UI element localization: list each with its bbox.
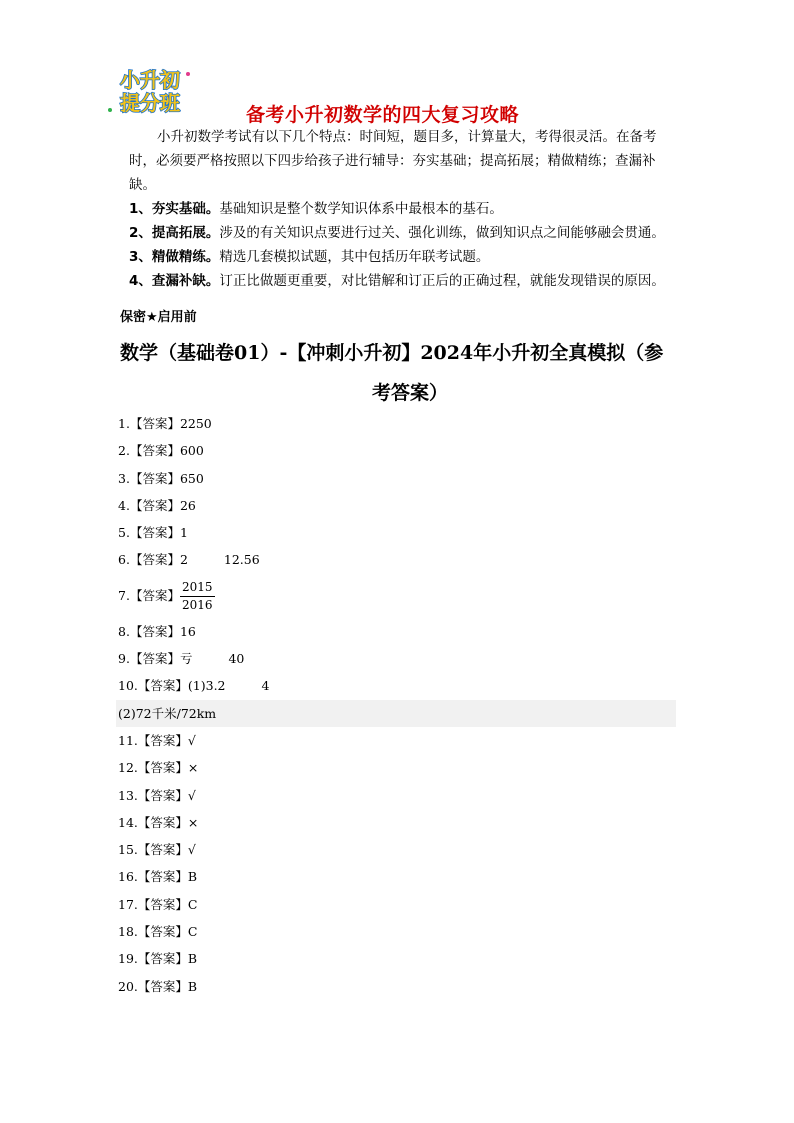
answer-value: 2 xyxy=(179,552,188,568)
answer-value: 16 xyxy=(179,623,196,639)
answer-tag: 【答案】 xyxy=(129,497,180,513)
answer-number: 8. xyxy=(118,623,130,639)
answer-value: B xyxy=(187,978,198,994)
answer-number: 18. xyxy=(118,924,138,940)
answer-number: 6. xyxy=(118,552,130,568)
answer-value: √ xyxy=(187,787,196,803)
answer-tag: 【答案】 xyxy=(137,896,188,912)
tip-1-head: 1、夯实基础。 xyxy=(129,201,220,217)
answer-value: C xyxy=(187,924,198,940)
answer-row xyxy=(118,618,678,645)
document-title xyxy=(120,333,680,413)
answer-value: √ xyxy=(187,842,196,858)
logo-line2: 提分班 xyxy=(120,91,180,115)
answer-value: B xyxy=(187,869,198,885)
fraction-numerator: 2015 xyxy=(180,579,215,597)
answer-row xyxy=(118,574,678,618)
answer-tag: 【答案】 xyxy=(137,760,188,776)
answer-number: 13. xyxy=(118,787,138,803)
answer-row xyxy=(118,918,678,945)
answer-number: 15. xyxy=(118,842,138,858)
answer-number: 1. xyxy=(118,416,130,431)
answer-tag: 【答案】 xyxy=(129,470,180,486)
answer-number: 10. xyxy=(118,678,138,694)
answer-number: 20. xyxy=(118,978,138,994)
tip-4 xyxy=(129,269,677,293)
answer-tag: 【答案】 xyxy=(129,525,180,541)
answer-list xyxy=(118,410,678,1000)
answer-tag: 【答案】 xyxy=(137,924,188,940)
answer-tag: 【答案】 xyxy=(129,416,180,431)
answer-tag: 【答案】 xyxy=(137,732,188,748)
tip-2-body: 涉及的有关知识点要进行过关、强化训练，做到知识点之间能够融会贯通。 xyxy=(219,225,665,241)
secret-label: 保密★启用前 xyxy=(120,310,197,325)
answer-number: 11. xyxy=(118,732,138,748)
answer-value: × xyxy=(187,760,199,776)
answer-tag: 【答案】 xyxy=(137,842,188,858)
tip-3-body: 精选几套模拟试题，其中包括历年联考试题。 xyxy=(219,249,490,265)
answer-value: 650 xyxy=(179,470,204,486)
answer-row xyxy=(118,809,678,836)
answer-number: 9. xyxy=(118,651,130,667)
answer-tag: 【答案】 xyxy=(137,787,188,803)
answer-tag: 【答案】 xyxy=(129,552,180,568)
answer-row xyxy=(118,465,678,492)
answer-row xyxy=(118,645,678,672)
answer-row xyxy=(118,492,678,519)
tip-2 xyxy=(129,221,677,245)
tip-2-head: 2、提高拓展。 xyxy=(129,225,220,241)
document-title-line1: 数学（基础卷01）-【冲刺小升初】2024年小升初全真模拟（参 xyxy=(120,342,664,364)
answer-value: C xyxy=(187,896,198,912)
tip-1 xyxy=(129,197,677,221)
answer-number: 12. xyxy=(118,760,138,776)
answer-value: 26 xyxy=(179,497,196,513)
answer-row xyxy=(118,836,678,863)
fraction-denominator: 2016 xyxy=(181,597,213,612)
tip-1-body: 基础知识是整个数学知识体系中最根本的基石。 xyxy=(219,201,503,217)
answer-value: 亏 xyxy=(179,651,193,667)
answer-row xyxy=(118,863,678,890)
answer-value-2: 12.56 xyxy=(223,552,260,568)
answer-tag: 【答案】 xyxy=(129,443,180,459)
answer-row xyxy=(118,727,678,754)
intro-paragraph: 小升初数学考试有以下几个特点：时间短，题目多，计算量大，考得很灵活。在备考时，必须要严格按照以下四步给孩子进行辅导：夯实基础；提高拓展；精做精练；查漏补缺。 xyxy=(129,129,657,193)
tip-3 xyxy=(129,245,677,269)
answer-extra: (2)72千米/72km xyxy=(118,705,217,721)
answer-row xyxy=(118,410,678,437)
answer-row xyxy=(118,546,678,573)
answer-tag: 【答案】 xyxy=(129,651,180,667)
answer-tag: 【答案】 xyxy=(137,869,188,885)
answer-value: B xyxy=(187,951,198,967)
answer-row xyxy=(118,437,678,464)
document-title-line2: 考答案） xyxy=(371,382,448,404)
page-title: 备考小升初数学的四大复习攻略 xyxy=(246,104,520,126)
answer-tag: 【答案】 xyxy=(137,678,188,694)
answer-row xyxy=(118,754,678,781)
answer-fraction xyxy=(180,579,215,614)
answer-number: 14. xyxy=(118,814,138,830)
answer-number: 19. xyxy=(118,951,138,967)
answer-row xyxy=(118,973,678,1000)
answer-number: 17. xyxy=(118,896,138,912)
answer-row xyxy=(118,519,678,546)
answer-value: × xyxy=(187,814,199,830)
answer-number: 5. xyxy=(118,525,130,541)
answer-tag: 【答案】 xyxy=(137,951,188,967)
answer-tag: 【答案】 xyxy=(137,814,188,830)
answer-number: 2. xyxy=(118,443,130,459)
answer-number: 16. xyxy=(118,869,138,885)
intro-section xyxy=(129,125,677,293)
answer-value: √ xyxy=(187,732,196,748)
answer-row-continued xyxy=(116,700,676,727)
answer-value: 2250 xyxy=(179,416,212,431)
answer-tag: 【答案】 xyxy=(129,623,180,639)
answer-number: 4. xyxy=(118,497,130,513)
answer-value: (1)3.2 xyxy=(187,678,226,694)
answer-number: 7. xyxy=(118,587,130,603)
answer-tag: 【答案】 xyxy=(137,978,188,994)
tip-4-body: 订正比做题更重要，对比错解和订正后的正确过程，就能发现错误的原因。 xyxy=(219,273,665,289)
answer-number: 3. xyxy=(118,470,130,486)
logo-line1: 小升初 xyxy=(120,68,180,92)
answer-row xyxy=(118,891,678,918)
tip-4-head: 4、查漏补缺。 xyxy=(129,273,220,289)
answer-value: 1 xyxy=(179,525,188,541)
tip-3-head: 3、精做精练。 xyxy=(129,249,220,265)
answer-value-2: 4 xyxy=(261,678,270,694)
answer-value: 600 xyxy=(179,443,204,459)
answer-row xyxy=(118,672,678,699)
answer-row xyxy=(118,782,678,809)
brand-logo xyxy=(104,66,196,116)
answer-row xyxy=(118,945,678,972)
answer-tag: 【答案】 xyxy=(129,587,180,603)
answer-value-2: 40 xyxy=(228,651,245,667)
